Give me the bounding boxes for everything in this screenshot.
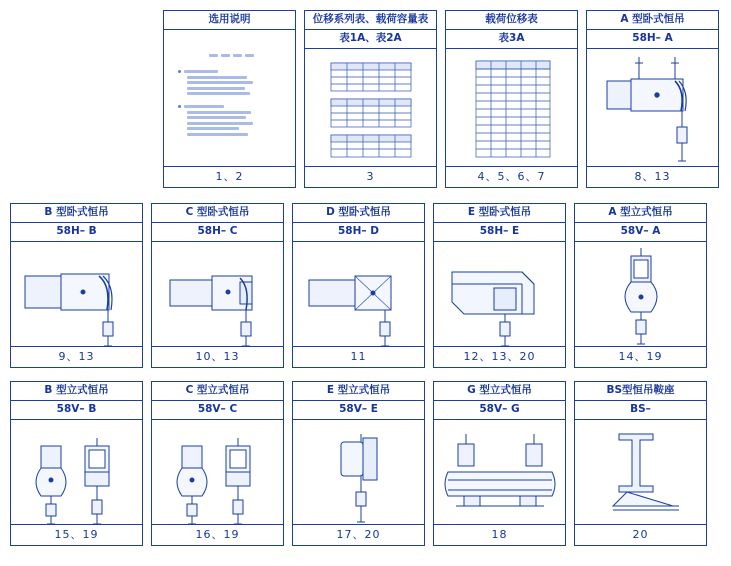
card-footer-pages: 4、5、6、7 [446,166,577,187]
card-footer-pages: 15、19 [11,524,142,545]
bs-saddle-drawing [575,420,706,524]
card-art-table-3 [446,49,577,166]
card-caption: 位移系列表、载荷容量表 [305,11,436,30]
card-type-c-vertical[interactable] [151,381,284,546]
card-caption-sub: BS– [575,401,706,420]
card-caption: C 型立式恒吊 [152,382,283,401]
card-art-horizontal-e [434,242,565,346]
card-row-2 [10,203,707,368]
hanger-c-vertical-drawing [152,420,283,524]
card-art-horizontal-a [587,49,718,166]
card-art-selection-notes [164,30,295,166]
card-art-vertical-a [575,242,706,346]
hanger-b-vertical-drawing [11,420,142,524]
hanger-a-vertical-drawing [575,242,706,346]
card-footer-pages: 11 [293,346,424,367]
card-selection-notes[interactable] [163,10,296,188]
card-caption: C 型卧式恒吊 [152,204,283,223]
hanger-b-horizontal-drawing [11,242,142,346]
card-art-vertical-b [11,420,142,524]
text-lines-art [178,44,285,138]
card-caption-sub: 58V– B [11,401,142,420]
card-load-displacement-table[interactable] [445,10,578,188]
card-caption-sub: 58H– C [152,223,283,242]
card-caption-sub: 58V– G [434,401,565,420]
card-caption-sub: 58H– D [293,223,424,242]
card-caption-sub: 58H– A [587,30,718,49]
card-caption-sub: 58V– E [293,401,424,420]
card-caption: 载荷位移表 [446,11,577,30]
card-caption: A 型立式恒吊 [575,204,706,223]
card-art-horizontal-c [152,242,283,346]
card-type-b-horizontal[interactable] [10,203,143,368]
card-type-a-vertical[interactable] [574,203,707,368]
card-art-vertical-c [152,420,283,524]
card-footer-pages: 9、13 [11,346,142,367]
card-footer-pages: 8、13 [587,166,718,187]
card-caption: 选用说明 [164,11,295,30]
card-type-c-horizontal[interactable] [151,203,284,368]
card-caption: G 型立式恒吊 [434,382,565,401]
card-footer-pages: 20 [575,524,706,545]
card-row-1 [163,10,719,188]
card-displacement-series-table[interactable] [304,10,437,188]
card-caption-sub: 58H– E [434,223,565,242]
card-caption-sub: 58V– C [152,401,283,420]
card-type-e-horizontal[interactable] [433,203,566,368]
card-caption-sub: 表3A [446,30,577,49]
card-caption: B 型立式恒吊 [11,382,142,401]
card-type-d-horizontal[interactable] [292,203,425,368]
card-caption: E 型立式恒吊 [293,382,424,401]
hanger-d-horizontal-drawing [293,242,424,346]
card-caption-sub: 58V– A [575,223,706,242]
card-type-e-vertical[interactable] [292,381,425,546]
hanger-a-horizontal-drawing [587,49,718,166]
card-bs-saddle[interactable] [574,381,707,546]
hanger-e-horizontal-drawing [434,242,565,346]
card-caption-sub: 表1A、表2A [305,30,436,49]
card-caption: BS型恒吊鞍座 [575,382,706,401]
card-art-table-2 [305,49,436,166]
card-caption-sub: 58H– B [11,223,142,242]
card-type-g-vertical[interactable] [433,381,566,546]
card-row-3 [10,381,707,546]
mini-table-art [446,49,577,166]
card-art-horizontal-b [11,242,142,346]
card-type-a-horizontal[interactable] [586,10,719,188]
card-art-vertical-e [293,420,424,524]
card-caption: B 型卧式恒吊 [11,204,142,223]
card-footer-pages: 12、13、20 [434,346,565,367]
card-art-bs-saddle [575,420,706,524]
card-type-b-vertical[interactable] [10,381,143,546]
mini-table-art [305,49,436,166]
card-caption: E 型卧式恒吊 [434,204,565,223]
card-footer-pages: 18 [434,524,565,545]
card-caption: A 型卧式恒吊 [587,11,718,30]
card-art-horizontal-d [293,242,424,346]
hanger-e-vertical-drawing [293,420,424,524]
card-caption: D 型卧式恒吊 [293,204,424,223]
card-footer-pages: 16、19 [152,524,283,545]
card-footer-pages: 1、2 [164,166,295,187]
card-footer-pages: 10、13 [152,346,283,367]
hanger-c-horizontal-drawing [152,242,283,346]
card-footer-pages: 14、19 [575,346,706,367]
card-art-vertical-g [434,420,565,524]
card-footer-pages: 17、20 [293,524,424,545]
hanger-g-vertical-drawing [434,420,565,524]
card-footer-pages: 3 [305,166,436,187]
